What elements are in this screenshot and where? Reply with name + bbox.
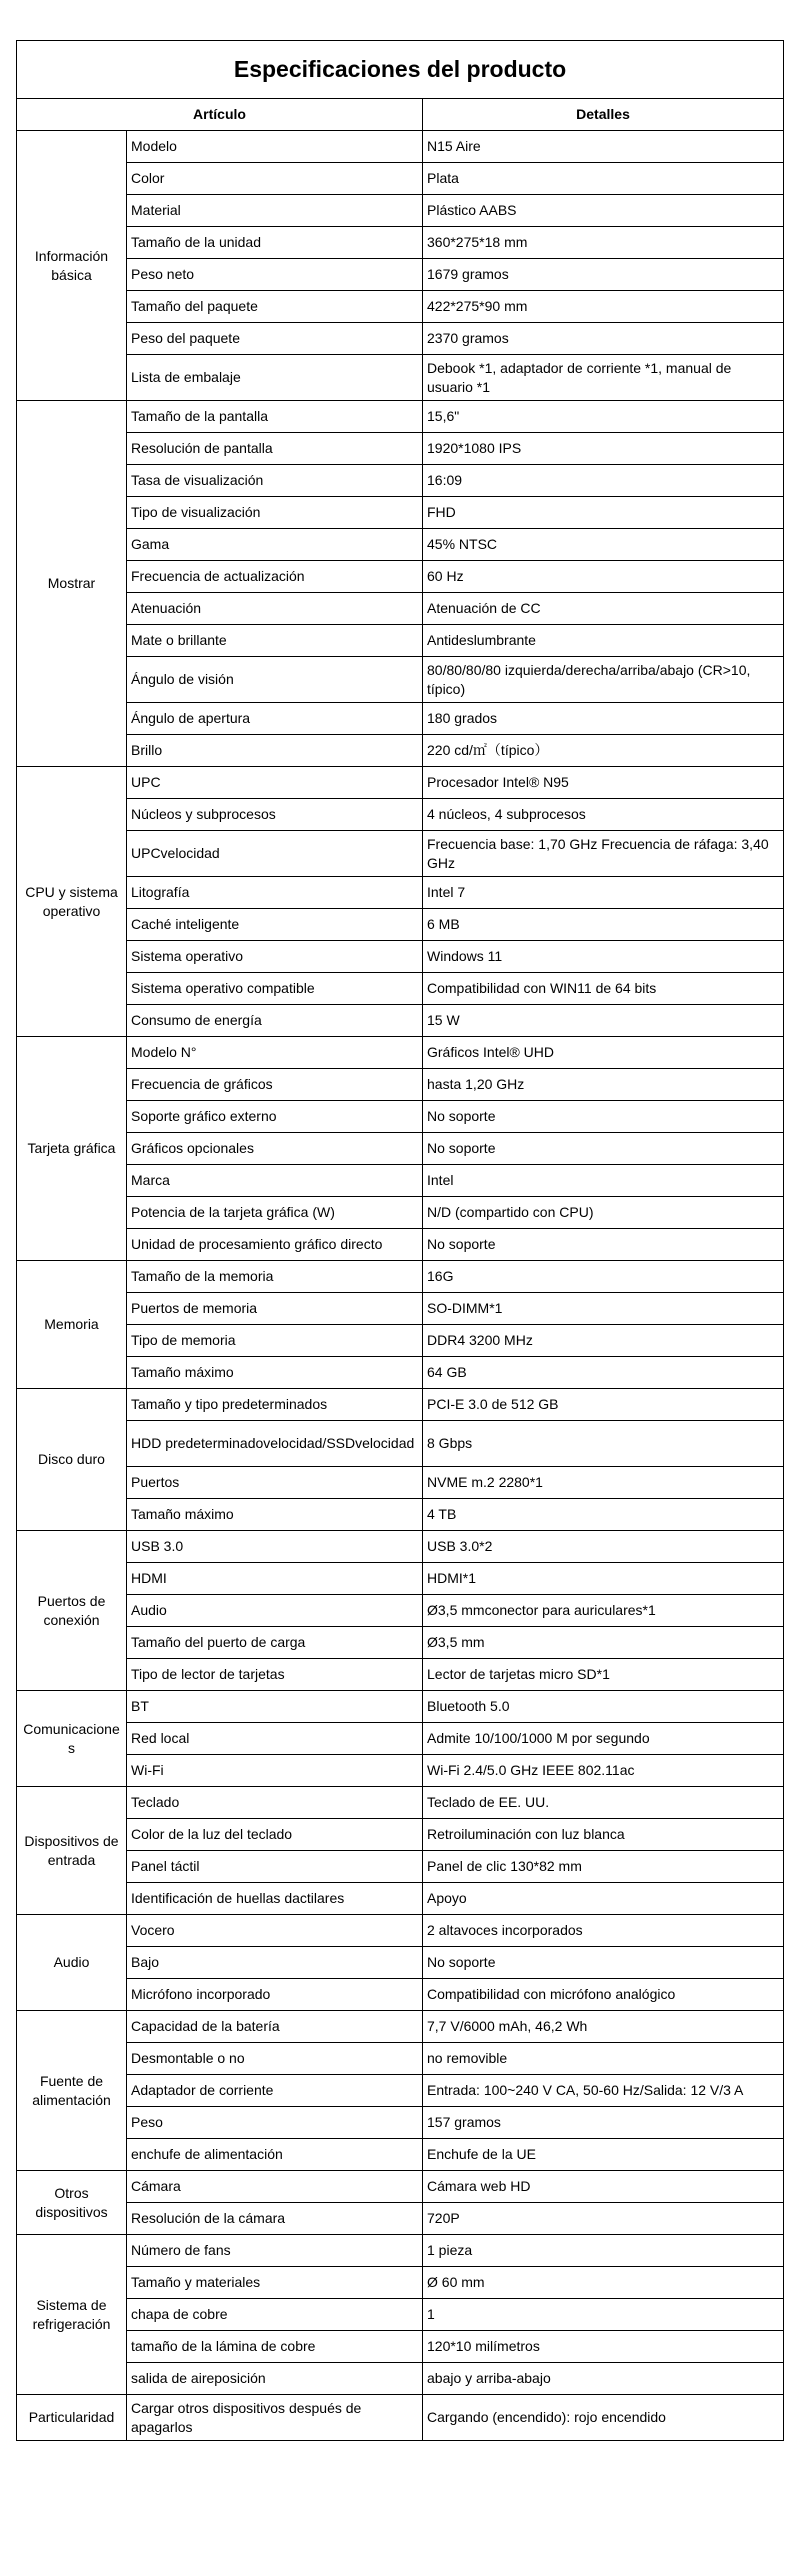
attribute-cell: Panel táctil <box>127 1851 423 1883</box>
category-cell: Puertos de conexión <box>17 1531 127 1691</box>
attribute-cell: Modelo N° <box>127 1037 423 1069</box>
value-cell: Frecuencia base: 1,70 GHz Frecuencia de ráfaga: 3,40 GHz <box>423 831 784 877</box>
attribute-cell: Resolución de pantalla <box>127 433 423 465</box>
value-cell: USB 3.0*2 <box>423 1531 784 1563</box>
table-row <box>17 1101 784 1133</box>
table-row <box>17 2235 784 2267</box>
value-cell: No soporte <box>423 1947 784 1979</box>
value-cell: Gráficos Intel® UHD <box>423 1037 784 1069</box>
table-row <box>17 909 784 941</box>
attribute-cell: Peso neto <box>127 259 423 291</box>
attribute-cell: Unidad de procesamiento gráfico directo <box>127 1229 423 1261</box>
attribute-cell: enchufe de alimentación <box>127 2139 423 2171</box>
attribute-cell: Sistema operativo <box>127 941 423 973</box>
table-row <box>17 1499 784 1531</box>
value-cell: Ø3,5 mmconector para auriculares*1 <box>423 1595 784 1627</box>
attribute-cell: Tamaño de la unidad <box>127 227 423 259</box>
table-row <box>17 1293 784 1325</box>
table-row <box>17 2011 784 2043</box>
table-row <box>17 1531 784 1563</box>
table-row <box>17 1037 784 1069</box>
value-cell: 2370 gramos <box>423 323 784 355</box>
table-row <box>17 2363 784 2395</box>
value-cell: DDR4 3200 MHz <box>423 1325 784 1357</box>
category-cell: Disco duro <box>17 1389 127 1531</box>
value-cell: Enchufe de la UE <box>423 2139 784 2171</box>
attribute-cell: Núcleos y subprocesos <box>127 799 423 831</box>
category-cell: Mostrar <box>17 401 127 767</box>
category-cell: Audio <box>17 1915 127 2011</box>
table-row <box>17 1563 784 1595</box>
table-row <box>17 831 784 877</box>
attribute-cell: UPCvelocidad <box>127 831 423 877</box>
value-cell: N/D (compartido con CPU) <box>423 1197 784 1229</box>
value-cell: NVME m.2 2280*1 <box>423 1467 784 1499</box>
title-row <box>17 41 784 99</box>
spec-sheet <box>16 40 783 2441</box>
article-header: Artículo <box>17 99 423 131</box>
table-row <box>17 1133 784 1165</box>
table-row <box>17 401 784 433</box>
value-cell: 16G <box>423 1261 784 1293</box>
value-cell: Entrada: 100~240 V CA, 50-60 Hz/Salida: 12 V/3 A <box>423 2075 784 2107</box>
value-cell: Retroiluminación con luz blanca <box>423 1819 784 1851</box>
attribute-cell: USB 3.0 <box>127 1531 423 1563</box>
attribute-cell: Consumo de energía <box>127 1005 423 1037</box>
category-cell: Sistema de refrigeración <box>17 2235 127 2395</box>
value-cell: Plata <box>423 163 784 195</box>
value-cell: Lector de tarjetas micro SD*1 <box>423 1659 784 1691</box>
value-cell: 7,7 V/6000 mAh, 46,2 Wh <box>423 2011 784 2043</box>
value-cell: 180 grados <box>423 703 784 735</box>
table-row <box>17 163 784 195</box>
attribute-cell: Wi-Fi <box>127 1755 423 1787</box>
category-cell: Fuente de alimentación <box>17 2011 127 2171</box>
table-row <box>17 1325 784 1357</box>
table-row <box>17 497 784 529</box>
value-cell: Intel 7 <box>423 877 784 909</box>
value-cell: 2 altavoces incorporados <box>423 1915 784 1947</box>
table-row <box>17 291 784 323</box>
attribute-cell: HDMI <box>127 1563 423 1595</box>
table-row <box>17 2075 784 2107</box>
value-cell: abajo y arriba-abajo <box>423 2363 784 2395</box>
attribute-cell: Sistema operativo compatible <box>127 973 423 1005</box>
value-cell: No soporte <box>423 1101 784 1133</box>
table-row <box>17 259 784 291</box>
table-row <box>17 1069 784 1101</box>
value-cell: N15 Aire <box>423 131 784 163</box>
attribute-cell: Cargar otros dispositivos después de apagarlos <box>127 2395 423 2441</box>
attribute-cell: Mate o brillante <box>127 625 423 657</box>
attribute-cell: Tamaño máximo <box>127 1499 423 1531</box>
value-cell: HDMI*1 <box>423 1563 784 1595</box>
attribute-cell: Color <box>127 163 423 195</box>
attribute-cell: Tamaño de la memoria <box>127 1261 423 1293</box>
attribute-cell: Adaptador de corriente <box>127 2075 423 2107</box>
table-row <box>17 1229 784 1261</box>
value-cell: 422*275*90 mm <box>423 291 784 323</box>
value-cell: Ø3,5 mm <box>423 1627 784 1659</box>
table-row <box>17 1723 784 1755</box>
table-row <box>17 877 784 909</box>
attribute-cell: BT <box>127 1691 423 1723</box>
value-cell: Windows 11 <box>423 941 784 973</box>
attribute-cell: Gráficos opcionales <box>127 1133 423 1165</box>
value-cell: FHD <box>423 497 784 529</box>
table-row <box>17 1421 784 1467</box>
table-row <box>17 465 784 497</box>
value-cell: 8 Gbps <box>423 1421 784 1467</box>
value-cell: 120*10 milímetros <box>423 2331 784 2363</box>
attribute-cell: Peso del paquete <box>127 323 423 355</box>
details-header: Detalles <box>423 99 784 131</box>
value-cell: SO-DIMM*1 <box>423 1293 784 1325</box>
table-row <box>17 1389 784 1421</box>
value-cell: Ø 60 mm <box>423 2267 784 2299</box>
attribute-cell: Resolución de la cámara <box>127 2203 423 2235</box>
value-cell: Plástico AABS <box>423 195 784 227</box>
category-cell: Dispositivos de entrada <box>17 1787 127 1915</box>
attribute-cell: Material <box>127 195 423 227</box>
attribute-cell: Atenuación <box>127 593 423 625</box>
value-cell: 80/80/80/80 izquierda/derecha/arriba/abajo (CR>10, típico) <box>423 657 784 703</box>
attribute-cell: Ángulo de apertura <box>127 703 423 735</box>
value-cell: Intel <box>423 1165 784 1197</box>
attribute-cell: HDD predeterminadovelocidad/SSDvelocidad <box>127 1421 423 1467</box>
table-row <box>17 2043 784 2075</box>
value-cell: No soporte <box>423 1133 784 1165</box>
attribute-cell: Desmontable o no <box>127 2043 423 2075</box>
table-row <box>17 1691 784 1723</box>
table-row <box>17 1595 784 1627</box>
value-cell: Teclado de EE. UU. <box>423 1787 784 1819</box>
category-cell: Comunicacione s <box>17 1691 127 1787</box>
table-row <box>17 2107 784 2139</box>
attribute-cell: Micrófono incorporado <box>127 1979 423 2011</box>
attribute-cell: Frecuencia de actualización <box>127 561 423 593</box>
attribute-cell: Puertos <box>127 1467 423 1499</box>
value-cell: Compatibilidad con micrófono analógico <box>423 1979 784 2011</box>
attribute-cell: tamaño de la lámina de cobre <box>127 2331 423 2363</box>
attribute-cell: Lista de embalaje <box>127 355 423 401</box>
value-cell: Cámara web HD <box>423 2171 784 2203</box>
table-row <box>17 1467 784 1499</box>
table-row <box>17 1819 784 1851</box>
table-row <box>17 1261 784 1293</box>
value-cell: 360*275*18 mm <box>423 227 784 259</box>
value-cell: 1 <box>423 2299 784 2331</box>
attribute-cell: Tamaño del paquete <box>127 291 423 323</box>
table-row <box>17 131 784 163</box>
attribute-cell: Tipo de visualización <box>127 497 423 529</box>
value-cell: 1 pieza <box>423 2235 784 2267</box>
table-row <box>17 2139 784 2171</box>
value-cell: 1679 gramos <box>423 259 784 291</box>
table-row <box>17 1197 784 1229</box>
value-cell: 220 cd/㎡（típico） <box>423 735 784 767</box>
value-cell: 1920*1080 IPS <box>423 433 784 465</box>
value-cell: 4 núcleos, 4 subprocesos <box>423 799 784 831</box>
value-cell: 4 TB <box>423 1499 784 1531</box>
attribute-cell: Peso <box>127 2107 423 2139</box>
attribute-cell: Litografía <box>127 877 423 909</box>
attribute-cell: Tamaño máximo <box>127 1357 423 1389</box>
value-cell: 15,6" <box>423 401 784 433</box>
table-row <box>17 1979 784 2011</box>
attribute-cell: Red local <box>127 1723 423 1755</box>
table-row <box>17 355 784 401</box>
attribute-cell: Tasa de visualización <box>127 465 423 497</box>
attribute-cell: Cámara <box>127 2171 423 2203</box>
value-cell: 45% NTSC <box>423 529 784 561</box>
value-cell: Apoyo <box>423 1883 784 1915</box>
attribute-cell: Audio <box>127 1595 423 1627</box>
value-cell: 15 W <box>423 1005 784 1037</box>
attribute-cell: Número de fans <box>127 2235 423 2267</box>
table-row <box>17 2203 784 2235</box>
table-row <box>17 227 784 259</box>
page-title: Especificaciones del producto <box>17 41 784 99</box>
table-row <box>17 1787 784 1819</box>
attribute-cell: Tipo de memoria <box>127 1325 423 1357</box>
attribute-cell: Soporte gráfico externo <box>127 1101 423 1133</box>
value-cell: No soporte <box>423 1229 784 1261</box>
value-cell: Panel de clic 130*82 mm <box>423 1851 784 1883</box>
table-row <box>17 593 784 625</box>
value-cell: Cargando (encendido): rojo encendido <box>423 2395 784 2441</box>
value-cell: 6 MB <box>423 909 784 941</box>
attribute-cell: Tamaño de la pantalla <box>127 401 423 433</box>
table-row <box>17 703 784 735</box>
table-row <box>17 1755 784 1787</box>
attribute-cell: Tipo de lector de tarjetas <box>127 1659 423 1691</box>
table-row <box>17 2299 784 2331</box>
attribute-cell: Tamaño y tipo predeterminados <box>127 1389 423 1421</box>
attribute-cell: Gama <box>127 529 423 561</box>
attribute-cell: Brillo <box>127 735 423 767</box>
category-cell: Particularidad <box>17 2395 127 2441</box>
attribute-cell: Identificación de huellas dactilares <box>127 1883 423 1915</box>
attribute-cell: Caché inteligente <box>127 909 423 941</box>
value-cell: Wi-Fi 2.4/5.0 GHz IEEE 802.11ac <box>423 1755 784 1787</box>
attribute-cell: Potencia de la tarjeta gráfica (W) <box>127 1197 423 1229</box>
value-cell: Antideslumbrante <box>423 625 784 657</box>
attribute-cell: Ángulo de visión <box>127 657 423 703</box>
attribute-cell: Modelo <box>127 131 423 163</box>
category-cell: Información básica <box>17 131 127 401</box>
table-row <box>17 1357 784 1389</box>
attribute-cell: Tamaño del puerto de carga <box>127 1627 423 1659</box>
table-row <box>17 1947 784 1979</box>
table-row <box>17 323 784 355</box>
table-row <box>17 735 784 767</box>
attribute-cell: UPC <box>127 767 423 799</box>
category-cell: Memoria <box>17 1261 127 1389</box>
table-row <box>17 2267 784 2299</box>
attribute-cell: Marca <box>127 1165 423 1197</box>
table-row <box>17 1627 784 1659</box>
value-cell: 16:09 <box>423 465 784 497</box>
value-cell: Admite 10/100/1000 M por segundo <box>423 1723 784 1755</box>
attribute-cell: Bajo <box>127 1947 423 1979</box>
attribute-cell: Teclado <box>127 1787 423 1819</box>
table-row <box>17 1659 784 1691</box>
spec-table <box>16 40 784 2441</box>
category-cell: CPU y sistema operativo <box>17 767 127 1037</box>
value-cell: 64 GB <box>423 1357 784 1389</box>
attribute-cell: Tamaño y materiales <box>127 2267 423 2299</box>
value-cell: Atenuación de CC <box>423 593 784 625</box>
attribute-cell: Capacidad de la batería <box>127 2011 423 2043</box>
table-row <box>17 2331 784 2363</box>
table-row <box>17 799 784 831</box>
attribute-cell: chapa de cobre <box>127 2299 423 2331</box>
table-row <box>17 973 784 1005</box>
table-row <box>17 1883 784 1915</box>
value-cell: Compatibilidad con WIN11 de 64 bits <box>423 973 784 1005</box>
spec-body <box>17 131 784 2441</box>
value-cell: Debook *1, adaptador de corriente *1, manual de usuario *1 <box>423 355 784 401</box>
value-cell: 60 Hz <box>423 561 784 593</box>
table-row <box>17 1005 784 1037</box>
value-cell: 720P <box>423 2203 784 2235</box>
attribute-cell: Puertos de memoria <box>127 1293 423 1325</box>
table-row <box>17 625 784 657</box>
table-row <box>17 2171 784 2203</box>
category-cell: Tarjeta gráfica <box>17 1037 127 1261</box>
attribute-cell: Frecuencia de gráficos <box>127 1069 423 1101</box>
table-row <box>17 1165 784 1197</box>
table-row <box>17 561 784 593</box>
table-row <box>17 195 784 227</box>
value-cell: Bluetooth 5.0 <box>423 1691 784 1723</box>
table-row <box>17 657 784 703</box>
value-cell: PCI-E 3.0 de 512 GB <box>423 1389 784 1421</box>
table-row <box>17 941 784 973</box>
value-cell: no removible <box>423 2043 784 2075</box>
table-row <box>17 1915 784 1947</box>
attribute-cell: salida de aireposición <box>127 2363 423 2395</box>
attribute-cell: Vocero <box>127 1915 423 1947</box>
category-cell: Otros dispositivos <box>17 2171 127 2235</box>
header-row <box>17 99 784 131</box>
attribute-cell: Color de la luz del teclado <box>127 1819 423 1851</box>
value-cell: Procesador Intel® N95 <box>423 767 784 799</box>
value-cell: 157 gramos <box>423 2107 784 2139</box>
table-row <box>17 1851 784 1883</box>
value-cell: hasta 1,20 GHz <box>423 1069 784 1101</box>
table-row <box>17 2395 784 2441</box>
table-row <box>17 433 784 465</box>
table-row <box>17 529 784 561</box>
table-row <box>17 767 784 799</box>
